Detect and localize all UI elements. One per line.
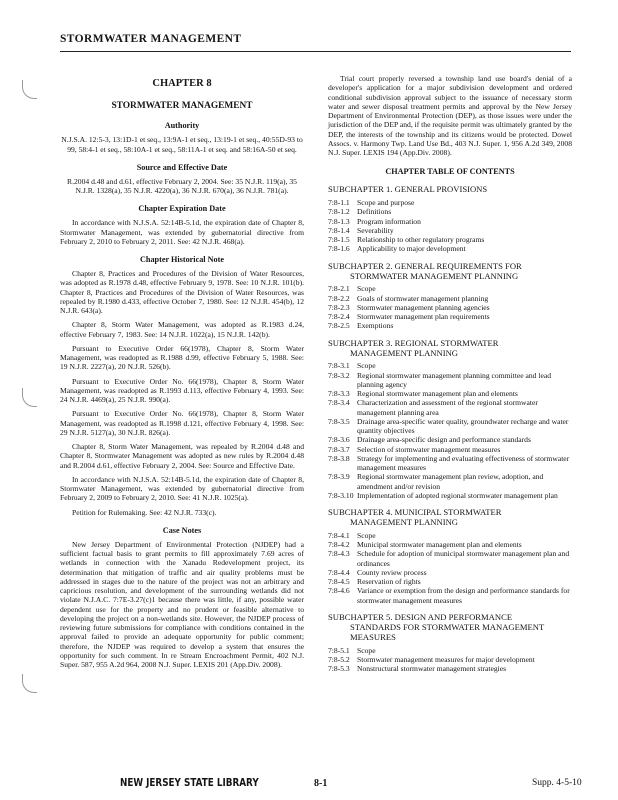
right-column [328,74,572,673]
section-title: Schedule for adoption of municipal stormwater management plan and ordinances [357,549,570,568]
section-title: Severability [357,225,394,235]
section-number: 7:8-1.1 [328,198,350,208]
toc-entry [328,294,572,303]
toc-entry [328,454,572,473]
history-paragraph: In accordance with N.J.S.A. 52:14B-5.1d, the expiration date of Chapter 8, Stormwater Management, was extended by gubernatorial directive from February 2, 2009 to February 2, 2010. See: 41 N.J.R. 1025(a). [60,474,304,503]
toc-entry [328,435,572,444]
expiration-heading: Chapter Expiration Date [138,204,226,214]
section-title: Implementation of adopted regional stormwater management plan [357,490,558,500]
toc-entry [328,361,572,370]
section-number: 7:8-3.7 [328,444,350,454]
history-paragraph: Chapter 8, Storm Water Management, was adopted as R.1983 d.24, effective February 7, 1983. See: 14 N.J.R. 1022(a), 15 N.J.R. 142(b). [60,320,304,339]
section-title: Applicability to major development [357,244,466,254]
section-number: 7:8-2.3 [328,302,350,312]
section-number: 7:8-4.2 [328,540,350,550]
section-number: 7:8-2.1 [328,284,350,294]
section-title: Stormwater management plan requirements [357,312,490,322]
history-paragraph: Pursuant to Executive Order 66(1978), Chapter 8, Storm Water Management, was readopted as R.1988 d.99, effective February 5, 1988. See: 19 N.J.R. 2227(a), 20 N.J.R. 526(b). [60,343,304,372]
source-heading: Source and Effective Date [136,162,228,172]
section-title: Definitions [357,207,392,217]
subchapter-heading: SUBCHAPTER 5. DESIGN AND PERFORMANCE STANDARDS FOR STORMWATER MANAGEMENT MEASURES [328,611,545,642]
toc-entry [328,398,572,417]
chapter-number: CHAPTER 8 [152,78,212,89]
toc-entry [328,540,572,549]
section-title: Scope [357,284,376,294]
toc-entry [328,586,572,605]
toc-entry [328,198,572,207]
section-number: 7:8-5.1 [328,645,350,655]
subchapter-heading: SUBCHAPTER 2. GENERAL REQUIREMENTS FOR STORMWATER MANAGEMENT PLANNING [328,260,522,281]
section-number: 7:8-4.3 [328,549,350,559]
toc-entry [328,303,572,312]
supplement-date: Supp. 4-5-10 [532,778,582,788]
section-title: Drainage area-specific design and performance standards [357,435,531,445]
history-paragraph: Petition for Rulemaking. See: 42 N.J.R. 733(c). [72,507,217,517]
toc-entry [328,568,572,577]
punch-mark [22,80,37,99]
section-title: Exemptions [357,321,394,331]
section-number: 7:8-3.10 [328,490,354,500]
toc-entry [328,207,572,216]
authority-heading: Authority [164,121,200,131]
section-number: 7:8-3.5 [328,416,350,426]
section-number: 7:8-4.1 [328,530,350,540]
toc-entry [328,577,572,586]
toc-entry [328,646,572,655]
section-number: 7:8-1.4 [328,225,350,235]
section-title: Drainage area-specific water quality, groundwater recharge and water quantity objectives [357,416,569,436]
section-title: Scope [357,361,376,371]
history-paragraph: Chapter 8, Practices and Procedures of the Division of Water Resources, was adopted as R.1978 d.48, effective February 9, 1978. See: 10 N.J.R. 101(b). Chapter 8, Practices and Procedures of the Division of Water Resources, was repealed by R.1980 d.433, effective October 7, 1980. See: 12 N.J.R. 454(b), 12 N.J.R. 643(a). [60,269,304,316]
section-number: 7:8-3.3 [328,389,350,399]
section-title: Scope and purpose [357,198,415,208]
history-notes [60,269,304,517]
section-number: 7:8-1.3 [328,216,350,226]
toc-entry [328,664,572,673]
expiration-text: In accordance with N.J.S.A. 52:14B-5.1d, the expiration date of Chapter 8, Stormwater Management, was extended by gubernatorial directive from February 2, 2010 to February 2, 2011. See: 42 N.J.R. 468(a). [60,218,304,246]
section-title: Regional stormwater management plan review, adoption, and amendment and/or revision [357,472,544,491]
section-number: 7:8-3.1 [328,361,350,371]
history-paragraph: Pursuant to Executive Order No. 66(1978), Chapter 8, Storm Water Management, was readopted as R.1993 d.113, effective February 4, 1993. See: 24 N.J.R. 4469(a), 25 N.J.R. 990(a). [60,376,304,405]
section-title: Relationship to other regulatory programs [357,235,485,245]
authority-text: N.J.S.A. 12:5-3, 13:1D-1 et seq., 13:9A-1 et seq., 13:19-1 et seq., 40:55D-93 to 99, 58:4-1 et seq., 58:10A-1 et seq., 58:11A-1 et seq. and 58:16A-50 et seq. [61,135,303,154]
section-title: Selection of stormwater management measures [357,444,501,454]
toc-entry [328,549,572,568]
subchapter-heading: SUBCHAPTER 3. REGIONAL STORMWATER MANAGEMENT PLANNING [328,337,499,358]
section-number: 7:8-4.4 [328,567,350,577]
section-number: 7:8-5.2 [328,654,350,664]
case-note-text-2: Trial court properly reversed a township land use board's denial of a developer's application for a major subdivision development and ordered conditional subdivision approval subject to the issuance of necessary storm water and sewer disposal treatment permits and approval by the New Jersey Department of Environmental Protection (DEP), as those issues were under the jurisdiction of the DEP and, if the requisite permit was ultimately granted by the DEP, the interests of the township and its citizens would be protected. Dowel Assocs. v. Harmony Twp. Land Use Bd., 403 N.J. Super. 1, 956 A.2d 349, 2008 N.J. Super. LEXIS 194 (App.Div. 2008). [328,74,572,157]
punch-mark [22,388,37,407]
section-title: Strategy for implementing and evaluating effectiveness of stormwater management measures [357,453,570,473]
section-number: 7:8-4.5 [328,577,350,587]
section-title: Regional stormwater management plan and elements [357,389,518,399]
toc-entry [328,244,572,253]
section-title: Nonstructural stormwater management strategies [357,664,507,673]
section-number: 7:8-5.3 [328,664,350,673]
section-title: Reservation of rights [357,577,421,587]
running-head: STORMWATER MANAGEMENT [60,33,242,45]
toc-entry [328,312,572,321]
toc-entry [328,284,572,293]
section-title: Regional stormwater management planning committee and lead planning agency [357,370,552,389]
case-notes-heading: Case Notes [162,525,202,535]
section-number: 7:8-3.9 [328,472,350,482]
section-number: 7:8-3.2 [328,370,350,380]
section-number: 7:8-2.4 [328,312,350,322]
left-column [60,74,304,674]
section-title: Goals of stormwater management planning [357,293,489,303]
history-paragraph: Pursuant to Executive Order No. 66(1978), Chapter 8, Storm Water Management, was readopted as R.1998 d.121, effective February 4, 1998. See: 29 N.J.R. 5127(a), 30 N.J.R. 826(a). [60,409,304,437]
section-number: 7:8-1.5 [328,235,350,245]
toc-entry [328,417,572,436]
toc-entry [328,226,572,235]
section-title: Stormwater management measures for major development [357,654,535,664]
chapter-title: STORMWATER MANAGEMENT [111,100,253,111]
section-title: Municipal stormwater management plan and elements [357,540,522,550]
toc-entry [328,655,572,664]
toc-entry [328,217,572,226]
section-title: Scope [357,530,376,540]
section-number: 7:8-3.8 [328,453,350,463]
section-title: Scope [357,645,376,655]
toc-entry [328,389,572,398]
toc-heading: CHAPTER TABLE OF CONTENTS [385,167,515,177]
section-number: 7:8-3.6 [328,435,350,445]
subchapter-heading: SUBCHAPTER 1. GENERAL PROVISIONS [328,184,488,195]
header-rule [60,51,571,52]
section-title: Variance or exemption from the design and performance standards for stormwater management measures [357,586,570,605]
section-number: 7:8-2.2 [328,293,350,303]
toc-entry [328,445,572,454]
history-paragraph: Chapter 8, Storm Water Management, was repealed by R.2004 d.48 and Chapter 8, Stormwater Management was adopted as new rules by R.2004 d.48 and R.2004 d.61, effective February 2, 2004. See: Source and Effective Date. [60,442,304,470]
toc-entry [328,491,572,500]
toc-entry [328,321,572,330]
section-title: Program information [357,216,421,226]
table-of-contents [328,185,572,673]
section-number: 7:8-3.4 [328,398,350,408]
history-heading: Chapter Historical Note [140,255,224,265]
library-logo: NEW JERSEY STATE LIBRARY [120,776,259,789]
toc-entry [328,235,572,244]
page-number: 8-1 [314,778,328,789]
toc-entry [328,531,572,540]
section-number: 7:8-1.2 [328,207,350,217]
section-number: 7:8-2.5 [328,321,350,331]
section-title: Stormwater management planning agencies [357,302,490,312]
section-number: 7:8-1.6 [328,244,350,254]
section-title: County review process [357,567,427,577]
section-title: Characterization and assessment of the regional stormwater management planning area [357,398,538,417]
source-text: R.2004 d.48 and d.61, effective February 2, 2004. See: 35 N.J.R. 119(a), 35 N.J.R. 1328(a), 35 N.J.R. 4220(a), 36 N.J.R. 670(a), 36 N.J.R. 781(a). [67,176,297,196]
section-number: 7:8-4.6 [328,586,350,596]
case-note-text: New Jersey Department of Environmental Protection (NJDEP) had a sufficient factual basis to grant permits to fill approximately 7.69 acres of wetlands in connection with the Xanadu Redevelopment project, its determination that mitigation of traffic and air quality problems must be addressed in stages due to the nature of the project was not an arbitrary and capricious resolution, and development of the surrounding wetlands did not violate N.J.A.C. 7:7E-3.27(c)1 because there was little, if any, possible water dependent use for the property and no prudent or feasible alternative to developing the project on a non-wetlands site. However, the NJDEP process of reviewing future submissions for compliance with conditions contained in the approval failed to provide an adequate opportunity for public comment; therefore, the NJDEP was required to develop a system that ensures the opportunity for such comment. In re Stream Encroachment Permit, 402 N.J. Super. 587, 955 A.2d 964, 2008 N.J. Super. LEXIS 201 (App.Div. 2008). [60,539,304,670]
toc-entry [328,472,572,491]
punch-mark [22,674,37,693]
subchapter-heading: SUBCHAPTER 4. MUNICIPAL STORMWATER MANAGEMENT PLANNING [328,507,502,527]
toc-entry [328,371,572,390]
